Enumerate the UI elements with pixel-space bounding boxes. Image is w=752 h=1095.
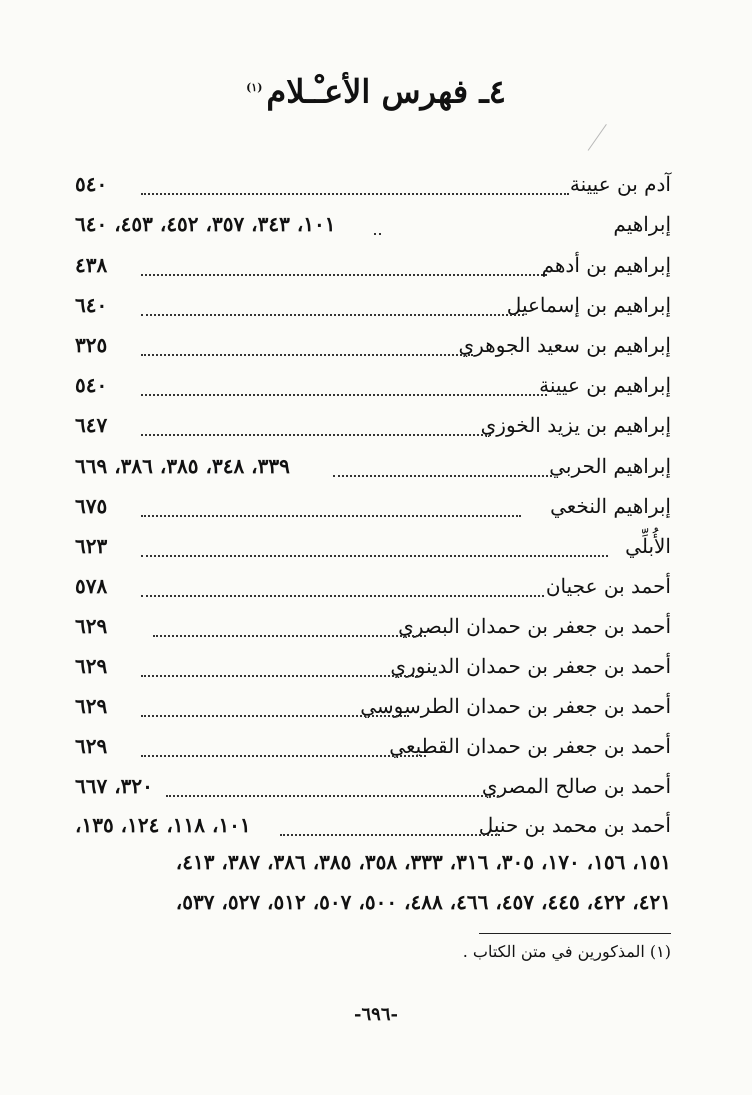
dot-leader: [141, 354, 473, 356]
entry-pages: ٥٤٠: [75, 373, 108, 397]
entry-name: إبراهيم بن إسماعيل: [506, 293, 671, 317]
page-number: -٦٩٦-: [354, 1004, 398, 1025]
footnote-text: (١) المذكورين في متن الكتاب .: [462, 942, 671, 961]
dot-leader: [141, 755, 426, 757]
entry-pages: ١٠١، ١١٨، ١٢٤، ١٣٥،: [75, 813, 251, 837]
entry-name: أحمد بن جعفر بن حمدان الدينوري: [390, 654, 671, 678]
entry-pages: ١٠١، ٣٤٣، ٣٥٧، ٤٥٢، ٤٥٣، ٦٤٠: [75, 212, 336, 236]
entry-pages: ٦٢٩: [75, 734, 108, 758]
entry-pages: ٦٢٩: [75, 694, 108, 718]
index-entry: [75, 489, 671, 523]
dot-leader: [333, 475, 552, 477]
index-entry: [75, 449, 671, 483]
index-entry: [75, 689, 671, 723]
title-text: ٤ـ فهرس الأعـْـلام: [266, 72, 506, 111]
entry-name: إبراهيم بن عيينة: [539, 373, 671, 397]
dot-leader: [280, 834, 500, 836]
stray-pen-mark: [588, 124, 607, 151]
entry-pages: ٦٤٠: [75, 293, 108, 317]
entry-pages: ٦٤٧: [75, 413, 108, 437]
index-entry: [75, 649, 671, 683]
entry-name: إبراهيم: [613, 212, 671, 236]
entry-pages: ٦٧٥: [75, 494, 108, 518]
continuation-line-1: ١٥١، ١٥٦، ١٧٠، ٣٠٥، ٣١٦، ٣٣٣، ٣٥٨، ٣٨٥، ٣٨٦، ٣٨٧، ٤١٣،: [175, 850, 671, 874]
dot-leader: [141, 715, 409, 717]
entry-name: أحمد بن جعفر بن حمدان الطرسوسي: [360, 694, 671, 718]
continuation-line-2: ٤٢١، ٤٢٢، ٤٤٥، ٤٥٧، ٤٦٦، ٤٨٨، ٥٠٠، ٥٠٧، ٥١٢، ٥٢٧، ٥٣٧،: [175, 890, 671, 914]
entry-name: إبراهيم النخعي: [550, 494, 671, 518]
entry-name: إبراهيم بن يزيد الخوزي: [480, 413, 671, 437]
entry-name: أحمد بن محمد بن حنبل: [478, 813, 671, 837]
index-entry: [75, 729, 671, 763]
entry-name: أحمد بن جعفر بن حمدان القطيعي: [389, 734, 671, 758]
index-entry: [75, 808, 671, 842]
dot-leader: [153, 635, 426, 637]
dot-leader: [141, 314, 524, 316]
dot-leader: [141, 193, 569, 195]
index-entry: [75, 408, 671, 442]
entry-pages: ٦٢٣: [75, 534, 108, 558]
entry-pages: ٦٢٩: [75, 654, 108, 678]
dot-leader: [141, 595, 544, 597]
entry-pages: ٣٢٠، ٦٦٧: [75, 774, 153, 798]
dot-leader: [166, 795, 499, 797]
entry-pages: ٥٤٠: [75, 172, 108, 196]
entry-name: آدم بن عيينة: [569, 172, 671, 196]
entry-pages: ٣٣٩، ٣٤٨، ٣٨٥، ٣٨٦، ٦٦٩: [75, 454, 290, 478]
dot-leader: [141, 394, 547, 396]
index-entry: [75, 769, 671, 803]
footnote-rule: [479, 933, 671, 934]
index-entry: [75, 288, 671, 322]
index-entry: [75, 569, 671, 603]
entry-pages: ٣٢٥: [75, 333, 108, 357]
entry-name: إبراهيم الحربي: [549, 454, 671, 478]
index-entry: [75, 248, 671, 282]
dot-leader: [141, 555, 608, 557]
dot-leader: [141, 434, 491, 436]
index-entry: [75, 529, 671, 563]
entry-name: إبراهيم بن سعيد الجوهري: [458, 333, 671, 357]
entry-name: الأُبلِّي: [625, 534, 671, 558]
dot-leader: [141, 515, 521, 517]
entry-pages: ٦٢٩: [75, 614, 108, 638]
page-title: [0, 68, 752, 112]
dot-leader: [141, 675, 418, 677]
index-entry: [75, 207, 671, 241]
entry-pages: ٤٣٨: [75, 253, 108, 277]
entry-pages: ٥٧٨: [75, 574, 108, 598]
entry-name: إبراهيم بن أدهم: [541, 253, 671, 277]
entry-name: أحمد بن صالح المصري: [481, 774, 671, 798]
dot-leader: [141, 274, 547, 276]
index-entry: [75, 368, 671, 402]
index-entry: [75, 609, 671, 643]
footnote-reference: (١): [246, 81, 263, 94]
index-entry: [75, 328, 671, 362]
index-entry: [75, 167, 671, 201]
entry-name: أحمد بن جعفر بن حمدان البصري: [398, 614, 671, 638]
entry-name: أحمد بن عجيان: [545, 574, 671, 598]
dot-leader: [374, 233, 381, 235]
